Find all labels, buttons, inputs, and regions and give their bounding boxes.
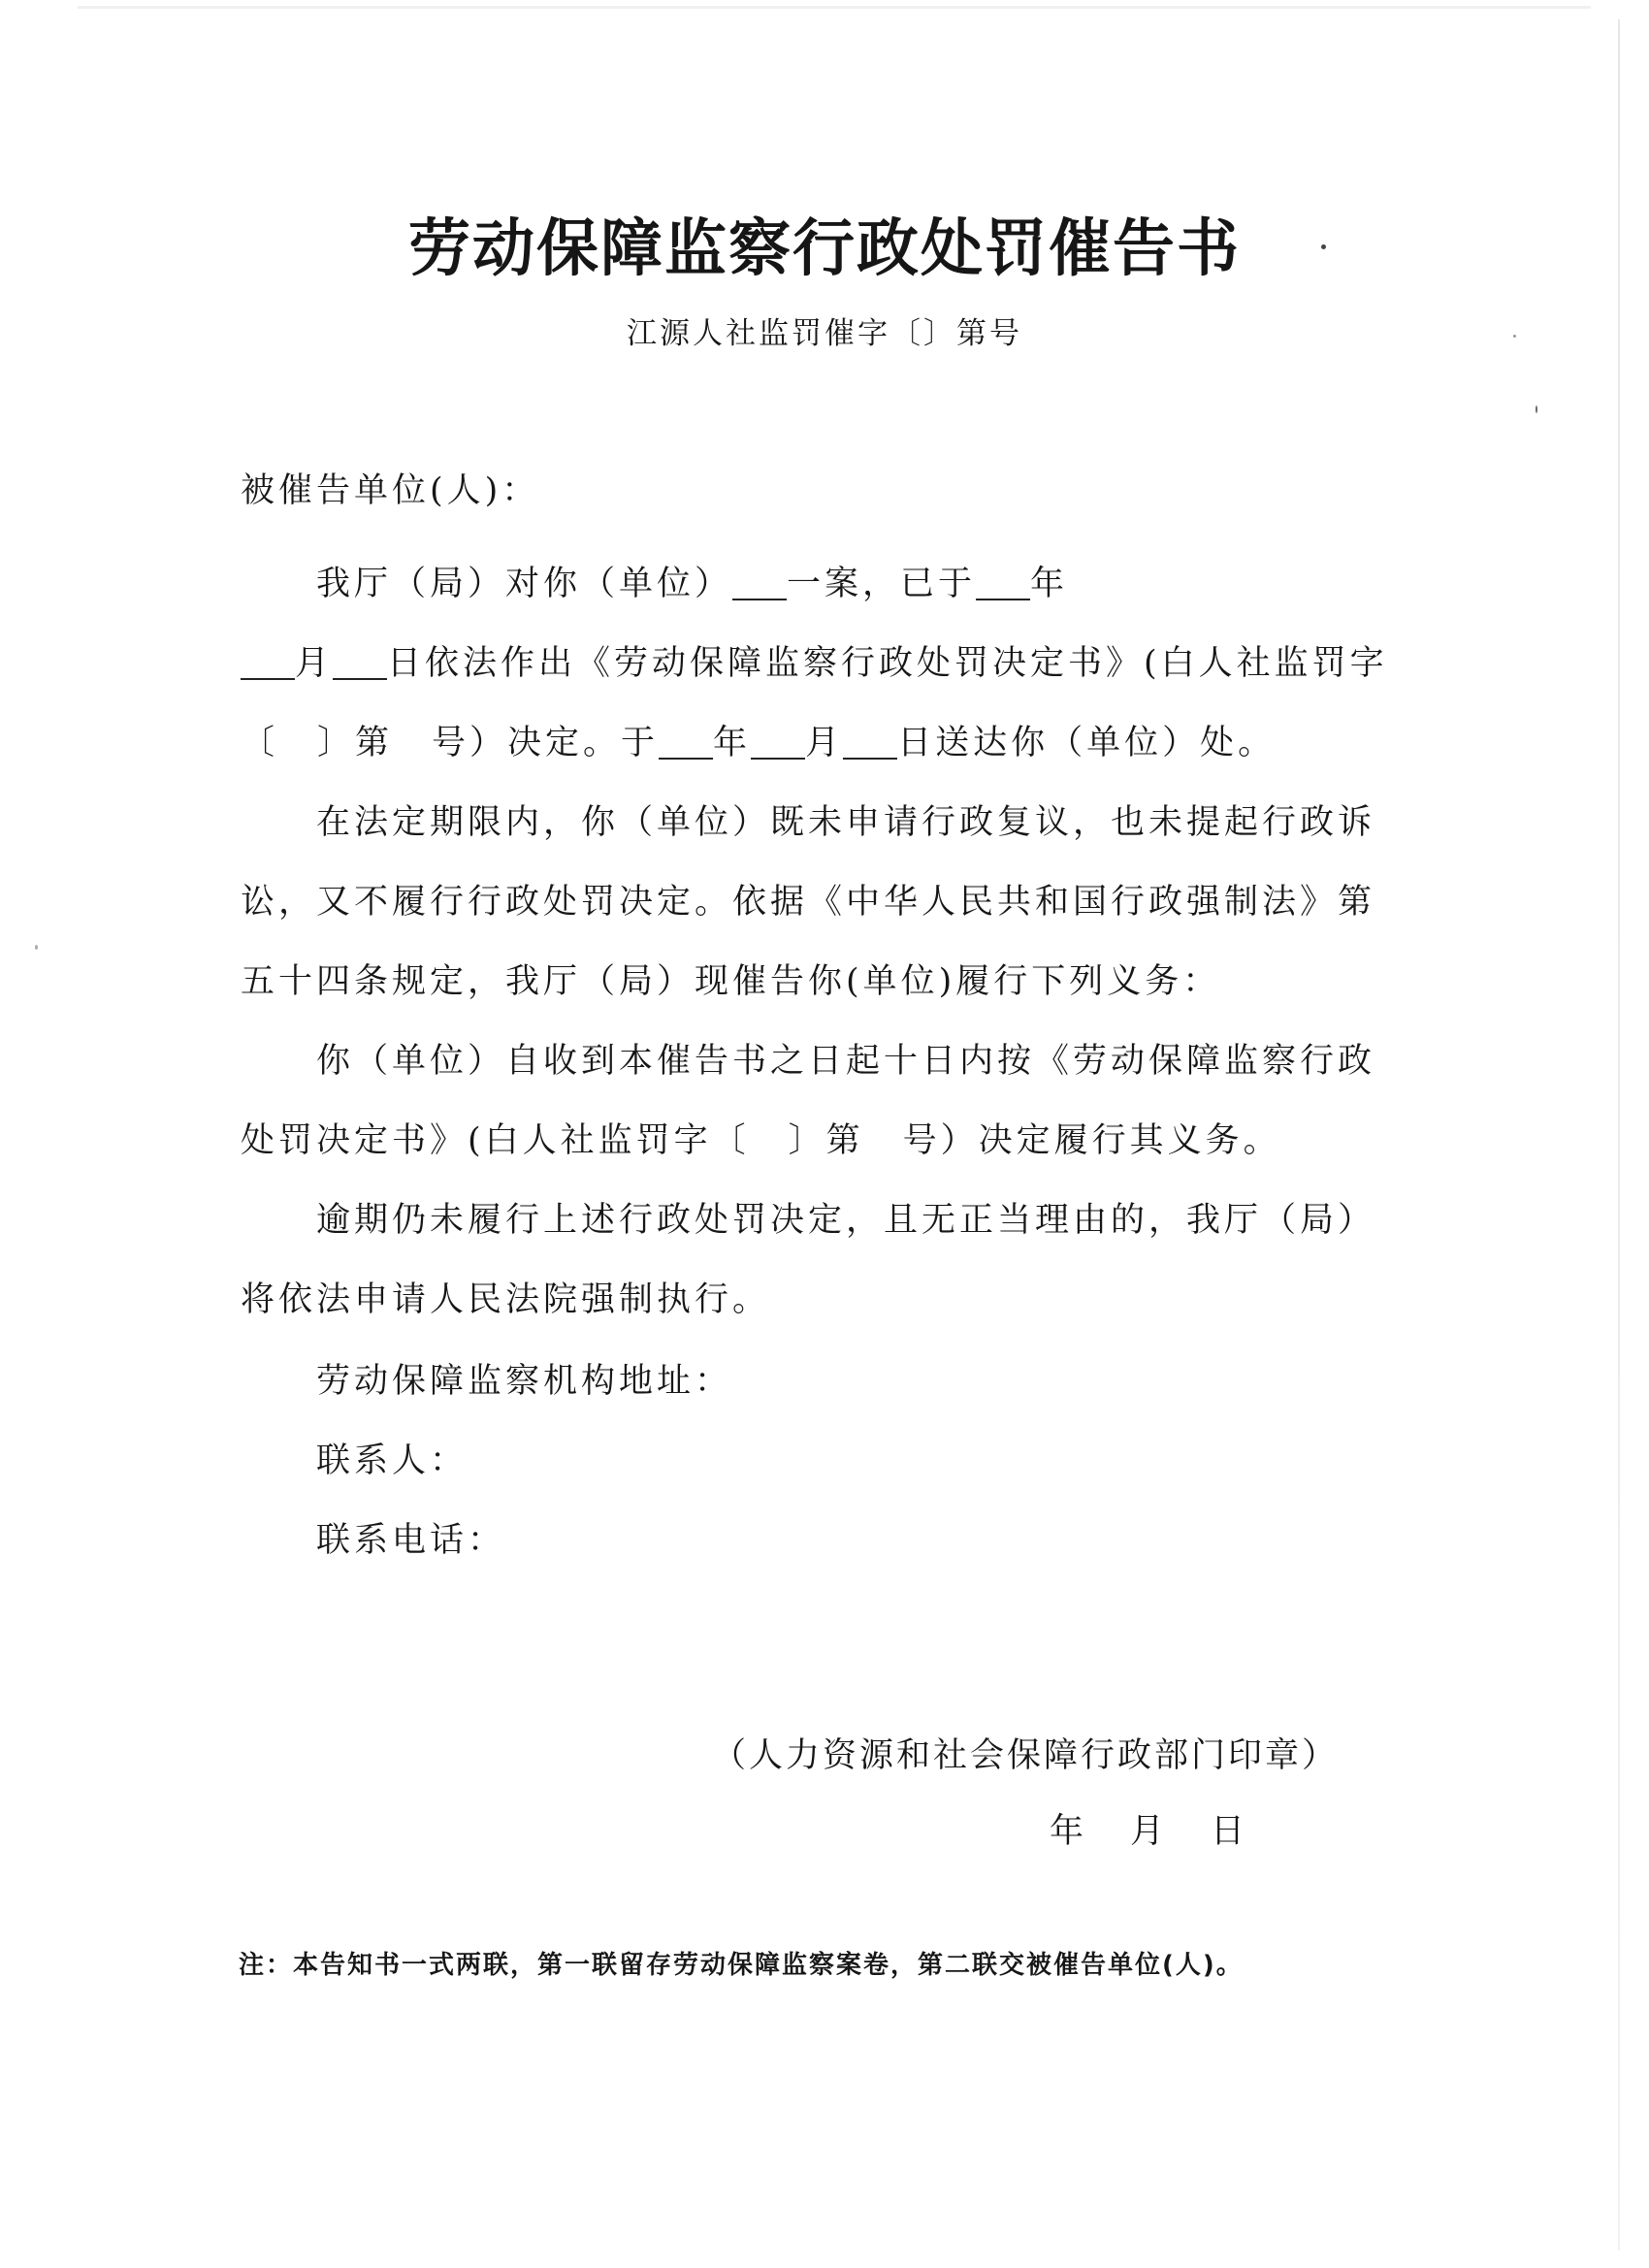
contact-phone-label: 联系电话：	[316, 1521, 506, 1560]
para1-text: 我厅（局）对你（单位）	[316, 565, 733, 603]
para1-text: 日送达你（单位）处。	[897, 724, 1277, 762]
para2-line1: 在法定期限内，你（单位）既未申请行政复议，也未提起行政诉	[316, 803, 1376, 842]
footnote: 注：本告知书一式两联，第一联留存劳动保障监察案卷，第二联交被催告单位(人)。	[239, 1951, 1244, 1980]
para3-text: 〕第	[788, 1121, 864, 1160]
para1-text: 年	[713, 724, 752, 762]
scan-edge-right	[1618, 19, 1620, 2251]
para1-line3	[241, 716, 1366, 764]
date-day: 日	[1211, 1812, 1245, 1851]
para1-line1	[316, 557, 1441, 605]
para1-text: 号）决定。于	[432, 724, 660, 762]
para1-text: 〕第	[317, 724, 394, 762]
scan-speck	[1536, 405, 1537, 413]
para3-text: 号）决定履行其义务。	[902, 1121, 1281, 1160]
para1-text: 一案，已于	[787, 565, 977, 603]
para1-text: 〔	[241, 724, 279, 762]
date-month: 月	[1130, 1812, 1165, 1851]
para1-line2	[241, 636, 1388, 685]
blank-field	[241, 644, 295, 680]
para3-line1: 你（单位）自收到本催告书之日起十日内按《劳动保障监察行政	[316, 1042, 1376, 1081]
scan-speck	[35, 945, 38, 950]
scan-edge-top	[78, 6, 1591, 9]
para1-text: 月	[295, 644, 334, 683]
blank-field	[732, 565, 787, 600]
blank-field	[659, 724, 713, 760]
contact-person-label: 联系人：	[316, 1442, 469, 1480]
para2-line2: 讼，又不履行行政处罚决定。依据《中华人民共和国行政强制法》第	[241, 883, 1376, 922]
para1-text: 日依法作出《劳动保障监察行政处罚决定书》(白人社监罚字	[387, 644, 1388, 683]
para3-line2	[241, 1114, 1366, 1162]
para4-line2: 将依法申请人民法院强制执行。	[241, 1280, 771, 1319]
recipient-line: 被催告单位(人)：	[241, 471, 540, 510]
document-number: 江源人社监罚催字〔〕第号	[627, 316, 1022, 351]
para2-line3: 五十四条规定，我厅（局）现催告你(单位)履行下列义务：	[241, 962, 1221, 1001]
para3-text: 处罚决定书》(白人社监罚字〔	[241, 1121, 750, 1160]
address-label: 劳动保障监察机构地址：	[316, 1362, 733, 1401]
para1-text: 年	[1030, 565, 1069, 603]
para4-line1: 逾期仍未履行上述行政处罚决定，且无正当理由的，我厅（局）	[316, 1201, 1376, 1240]
date-line	[1050, 1804, 1245, 1853]
date-year: 年	[1050, 1812, 1084, 1851]
para1-text: 月	[805, 724, 844, 762]
blank-field	[333, 644, 387, 680]
document-title: 劳动保障监察行政处罚催告书	[408, 212, 1241, 285]
blank-field	[843, 724, 897, 760]
seal-placeholder: （人力资源和社会保障行政部门印章）	[711, 1736, 1339, 1775]
blank-field	[751, 724, 805, 760]
blank-field	[976, 565, 1030, 600]
